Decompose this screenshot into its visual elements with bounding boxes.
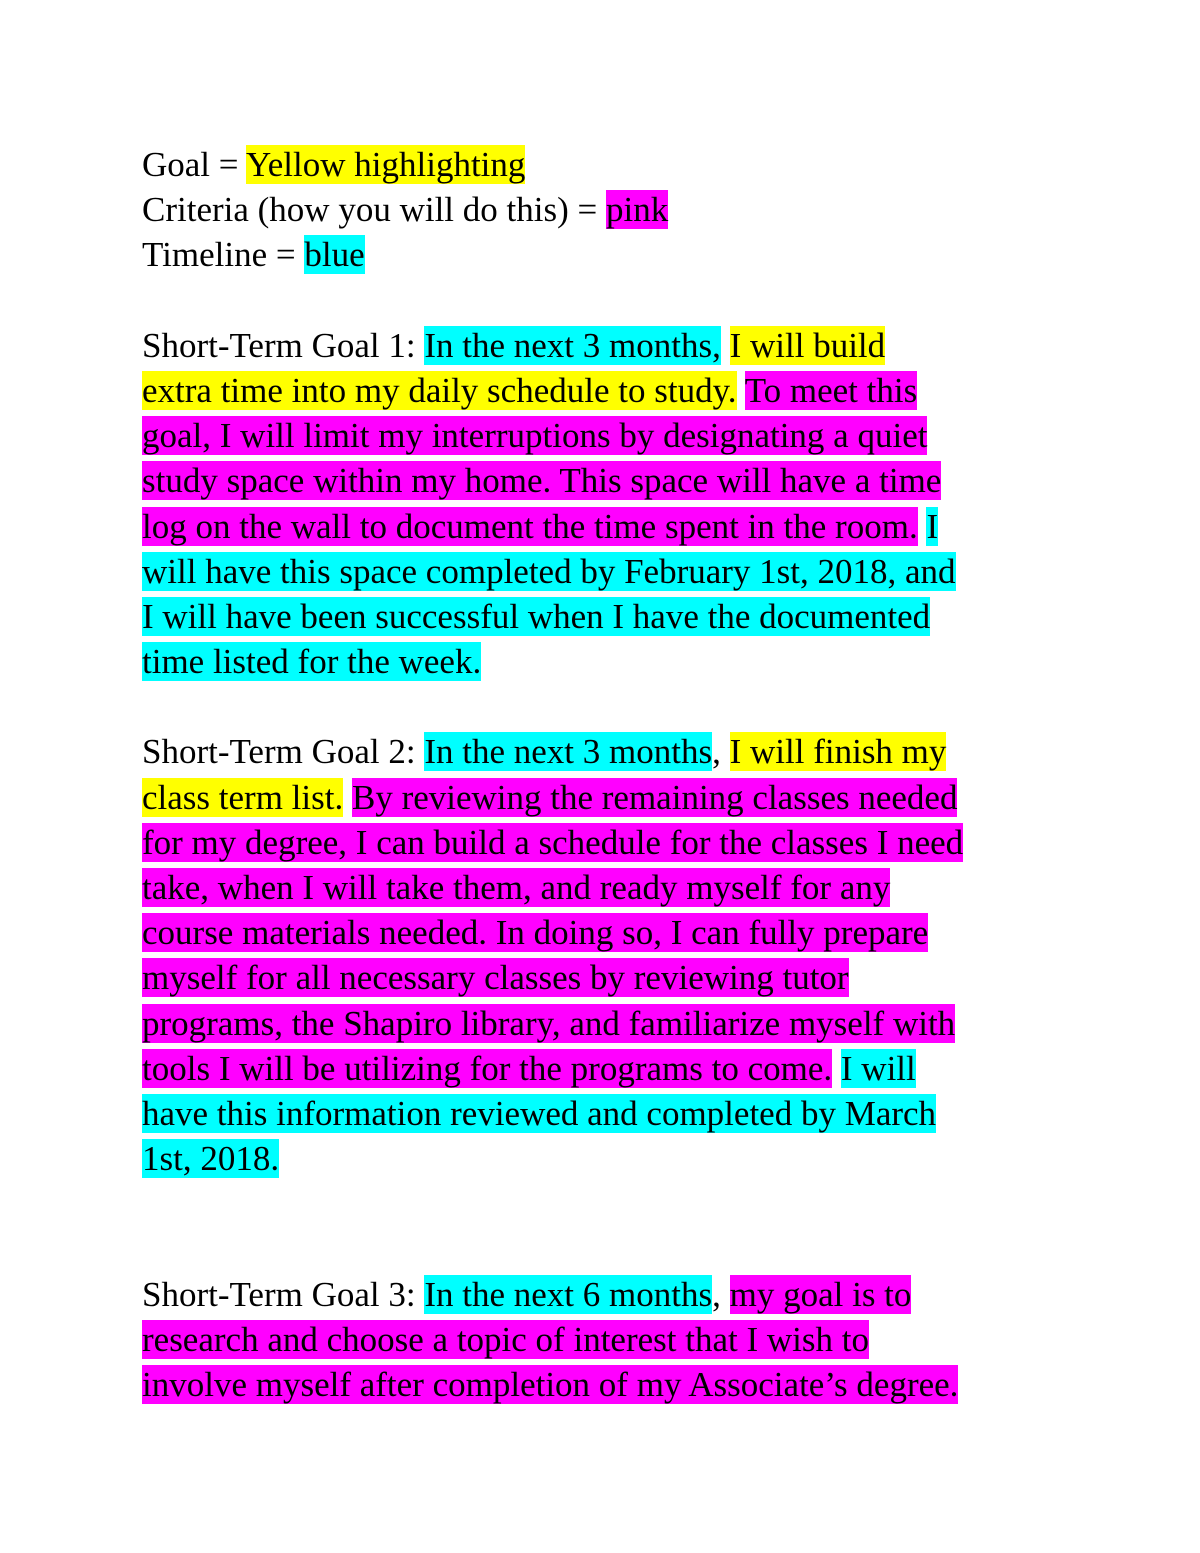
legend-goal-value: Yellow highlighting bbox=[245, 145, 526, 184]
goal2-line-6: myself for all necessary classes by reviewing tutor bbox=[142, 958, 849, 998]
goal2-timeline-start: In the next 3 months bbox=[424, 732, 713, 772]
goal1-line-6: will have this space completed by February 1st, 2018, and bbox=[142, 551, 956, 591]
goal2-line-8 bbox=[142, 1046, 1072, 1091]
goal2-line-4: take, when I will take them, and ready myself for any bbox=[142, 868, 891, 907]
short-term-goal-1 bbox=[142, 323, 1072, 685]
paragraph-gap bbox=[142, 1181, 1072, 1271]
legend-criteria-label: Criteria (how you will do this) = bbox=[142, 190, 606, 230]
goal1-line-7: I will have been successful when I have the documented bbox=[142, 596, 931, 636]
goal2-line-3: for my degree, I can build a schedule for the classes I need bbox=[142, 822, 964, 862]
goal1-line-5 bbox=[142, 504, 1072, 549]
goal2-label: Short-Term Goal 2: bbox=[142, 732, 425, 772]
legend-timeline-value: blue bbox=[304, 235, 365, 275]
goal1-goal-start: I will build bbox=[729, 325, 886, 365]
legend-timeline-label: Timeline = bbox=[142, 235, 305, 275]
goal3-label: Short-Term Goal 3: bbox=[142, 1274, 425, 1314]
goal1-timeline-end-start: I bbox=[926, 506, 939, 546]
goal2-line-10: 1st, 2018. bbox=[142, 1139, 280, 1179]
legend-timeline-line bbox=[142, 232, 1072, 277]
goal2-line-5: course materials needed. In doing so, I can fully prepare bbox=[142, 913, 929, 953]
goal1-goal-end: extra time into my daily schedule to study. bbox=[142, 370, 737, 410]
goal1-line-3: goal, I will limit my interruptions by designating a quiet bbox=[142, 416, 928, 456]
goal3-line-1: Short-Term Goal 3: In the next 6 months, my goal is to bbox=[142, 1274, 912, 1314]
goal1-line-1 bbox=[142, 323, 1072, 368]
goal3-timeline: In the next 6 months bbox=[424, 1274, 713, 1314]
goal3-line-2: research and choose a topic of interest that I wish to bbox=[142, 1319, 869, 1359]
color-legend bbox=[142, 142, 1072, 278]
short-term-goal-2 bbox=[142, 729, 1072, 1181]
goal2-criteria-start: By reviewing the remaining classes needed bbox=[351, 777, 958, 817]
legend-goal-label: Goal = bbox=[142, 145, 246, 184]
legend-goal-line bbox=[142, 142, 1072, 187]
goal1-line-8: time listed for the week. bbox=[142, 642, 482, 682]
goal2-goal-start: I will finish my bbox=[729, 732, 947, 772]
legend-criteria-value: pink bbox=[606, 190, 669, 230]
goal1-criteria-end: log on the wall to document the time spent in the room. bbox=[142, 506, 918, 546]
goal2-timeline-end-start: I will bbox=[840, 1048, 916, 1088]
document-page bbox=[142, 142, 1072, 1407]
goal1-criteria-start: To meet this bbox=[744, 370, 918, 410]
goal1-line-4: study space within my home. This space will have a time bbox=[142, 461, 942, 501]
goal3-criteria-end: involve myself after completion of my Associate’s degree. bbox=[142, 1365, 959, 1405]
goal2-line-2 bbox=[142, 775, 1072, 820]
goal1-timeline-start: In the next 3 months, bbox=[424, 325, 721, 365]
goal3-line-3 bbox=[142, 1362, 1072, 1407]
goal1-line-2 bbox=[142, 368, 1072, 413]
goal2-criteria-end: tools I will be utilizing for the programs to come. bbox=[142, 1048, 833, 1088]
goal3-criteria-start: my goal is to bbox=[729, 1274, 912, 1314]
paragraph-gap bbox=[142, 278, 1072, 323]
goal2-line-9: have this information reviewed and completed by March bbox=[142, 1093, 937, 1133]
paragraph-gap bbox=[142, 684, 1072, 729]
short-term-goal-3 bbox=[142, 1272, 1072, 1408]
goal2-goal-end: class term list. bbox=[142, 777, 344, 817]
goal2-line-7: programs, the Shapiro library, and familiarize myself with bbox=[142, 1003, 956, 1043]
goal1-label: Short-Term Goal 1: bbox=[142, 325, 425, 365]
legend-criteria-line bbox=[142, 187, 1072, 232]
goal2-line-1: Short-Term Goal 2: In the next 3 months, I will finish my bbox=[142, 732, 947, 772]
